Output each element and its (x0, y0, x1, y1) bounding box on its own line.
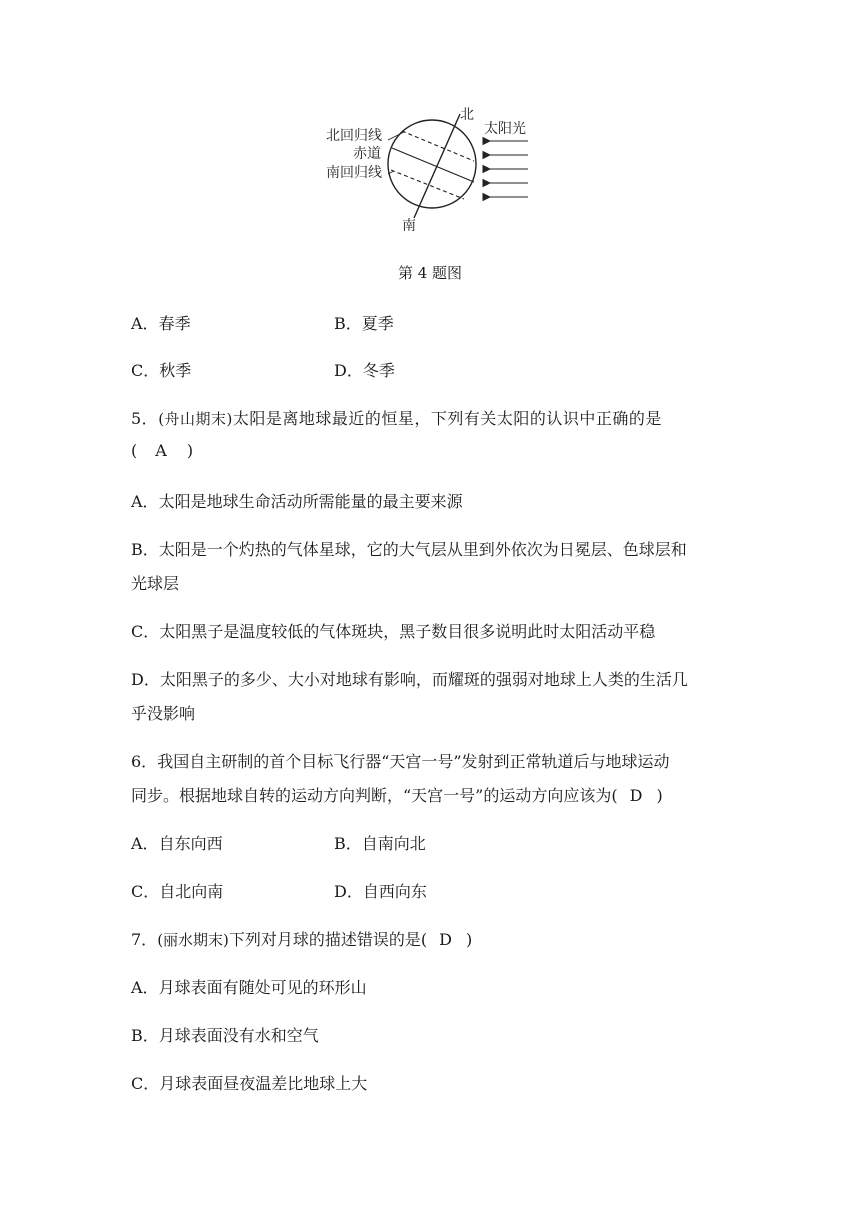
option-letter: C． (131, 882, 160, 901)
option-text-cont: 乎没影响 (131, 704, 196, 723)
q5-option-c (131, 619, 655, 642)
earth-diagram (318, 100, 548, 240)
option-letter: A． (131, 492, 159, 511)
option-text: 太阳黑子的多少、大小对地球有影响，而耀斑的强弱对地球上人类的生活几 (159, 670, 688, 689)
answer-value: D (629, 786, 643, 805)
q6-option-c (131, 879, 223, 902)
equator-line (392, 148, 474, 182)
q6-option-d (334, 879, 427, 902)
q7-option-b (131, 1023, 319, 1046)
equator-label: 赤道 (353, 146, 381, 162)
option-letter: D． (131, 670, 160, 689)
option-letter: A． (131, 978, 159, 997)
option-letter: A． (131, 834, 159, 853)
q4-option-b (334, 311, 394, 334)
option-letter: C． (131, 361, 160, 380)
q4-option-d (334, 358, 395, 381)
q5-option-d-cont (131, 701, 195, 724)
option-text: 月球表面有随处可见的环形山 (158, 978, 367, 997)
q6-option-a (131, 831, 223, 854)
question-stem-cont: 同步。根据地球自转的运动方向判断，“天宫一号”的运动方向应该为( (131, 786, 618, 805)
option-text-cont: 光球层 (131, 574, 180, 593)
option-letter: C． (131, 1074, 160, 1093)
answer-close-paren: ) (465, 930, 473, 949)
option-text: 春季 (158, 314, 191, 333)
q5-option-b-cont (131, 571, 179, 594)
q4-option-c (131, 358, 191, 381)
south-label: 南 (402, 218, 416, 234)
option-letter: B． (131, 1026, 159, 1045)
option-text: 自东向西 (158, 834, 223, 853)
q5-option-d (131, 667, 688, 690)
question-source: (舟山期末) (158, 410, 233, 428)
option-letter: D． (334, 882, 363, 901)
q5-stem (131, 406, 662, 429)
q7-option-a (131, 975, 367, 998)
question-stem: 下列对月球的描述错误的是( (228, 930, 428, 949)
q5-option-a (131, 489, 463, 512)
q4-option-a (131, 311, 191, 334)
option-text: 自西向东 (362, 882, 427, 901)
answer-close-paren: ) (656, 786, 663, 805)
question-number: 6． (131, 752, 158, 771)
q7-option-c (131, 1071, 367, 1094)
figure-caption: 第 4 题图 (397, 264, 463, 282)
option-letter: C． (131, 622, 160, 641)
answer-close-paren: ) (186, 441, 194, 460)
option-text: 冬季 (362, 361, 395, 380)
answer-value: D (439, 930, 452, 949)
option-text: 自南向北 (361, 834, 426, 853)
option-text: 月球表面没有水和空气 (158, 1026, 319, 1045)
question-number: 7． (131, 930, 158, 949)
tropic-capricorn-line (391, 170, 464, 199)
option-letter: B． (334, 314, 362, 333)
earth-diagram-svg (318, 100, 548, 240)
q5-option-b (131, 537, 687, 560)
option-text: 夏季 (361, 314, 394, 333)
option-text: 太阳是地球生命活动所需能量的最主要来源 (158, 492, 463, 511)
option-letter: D． (334, 361, 363, 380)
q6-option-b (334, 831, 426, 854)
sunlight-label: 太阳光 (484, 121, 526, 137)
q7-stem (131, 927, 472, 950)
north-label: 北 (460, 107, 474, 123)
tropic-cancer-label: 北回归线 (326, 128, 382, 144)
option-letter: B． (334, 834, 362, 853)
q6-stem-line2 (131, 783, 663, 806)
option-text: 太阳是一个灼热的气体星球，它的大气层从里到外依次为日冕层、色球层和 (158, 540, 687, 559)
answer-open-paren: ( (131, 441, 138, 460)
option-text: 月球表面昼夜温差比地球上大 (159, 1074, 368, 1093)
question-stem: 我国自主研制的首个目标飞行器“天宫一号”发射到正常轨道后与地球运动 (157, 752, 670, 771)
option-letter: B． (131, 540, 159, 559)
option-text: 自北向南 (159, 882, 224, 901)
tropic-capricorn-label: 南回归线 (326, 165, 382, 181)
question-source: (丽水期末) (157, 931, 229, 949)
answer-value: A (155, 441, 167, 460)
question-stem: 太阳是离地球最近的恒星，下列有关太阳的认识中正确的是 (232, 409, 662, 428)
question-number: 5． (131, 409, 159, 428)
option-text: 秋季 (159, 361, 192, 380)
option-letter: A． (131, 314, 159, 333)
q6-stem-line1 (131, 749, 670, 772)
option-text: 太阳黑子是温度较低的气体斑块，黑子数目很多说明此时太阳活动平稳 (159, 622, 656, 641)
q5-answer (131, 441, 193, 460)
